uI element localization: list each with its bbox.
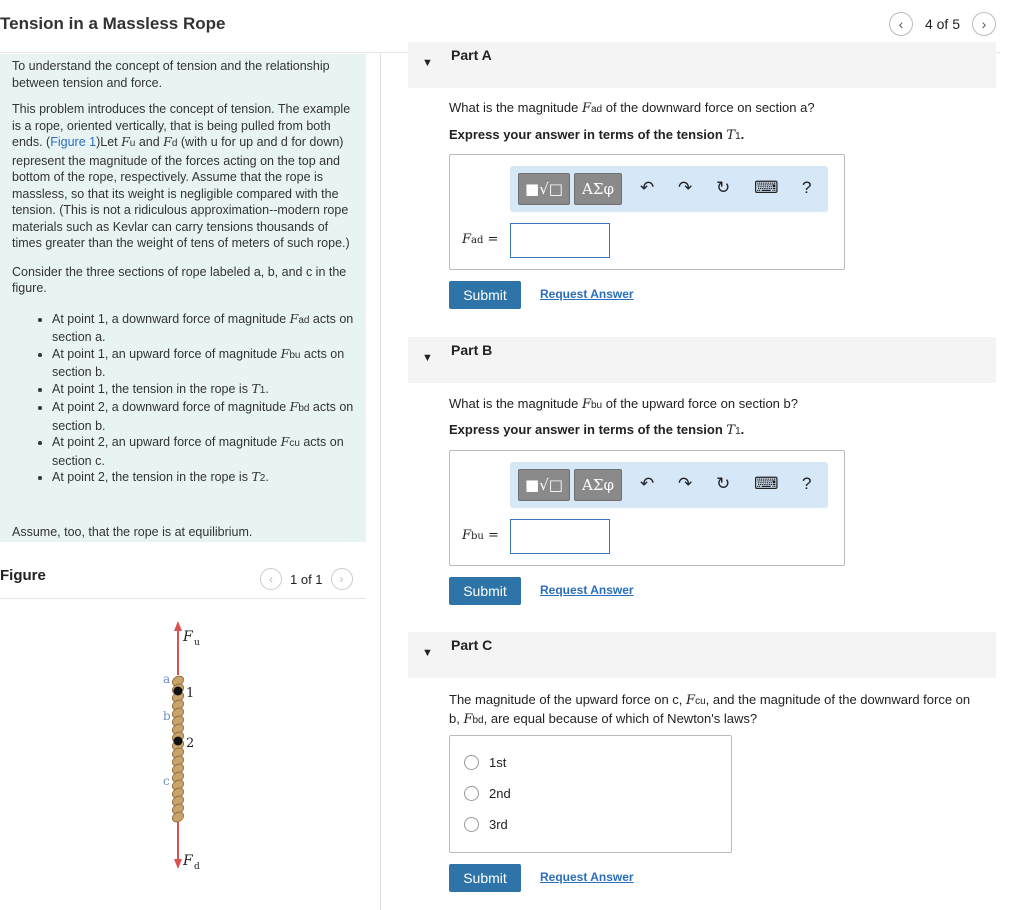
part-c-question: The magnitude of the upward force on c, Fcu, and the magnitude of the downward force on b, Fbd, are equal because of which of Newton's laws? bbox=[449, 692, 971, 727]
answer-input[interactable] bbox=[510, 519, 610, 554]
list-item: • At point 1, a downward force of magnitude Fad acts on section a. bbox=[52, 311, 354, 346]
part-b-request-answer-link[interactable]: Request Answer bbox=[540, 583, 634, 597]
top-arrowhead bbox=[174, 621, 182, 631]
part-a-instruction: Express your answer in terms of the tension T1. bbox=[449, 127, 745, 143]
undo-icon[interactable]: ↶ bbox=[640, 178, 655, 197]
rope-figure bbox=[150, 615, 230, 875]
part-c-header[interactable] bbox=[408, 632, 996, 678]
part-b-answer-box bbox=[449, 450, 845, 566]
part-c-options bbox=[449, 735, 732, 853]
section-b-label: b bbox=[163, 709, 171, 723]
part-a-request-answer-link[interactable]: Request Answer bbox=[540, 287, 634, 301]
templates-button[interactable]: ■√□ bbox=[518, 469, 570, 501]
chevron-left-icon[interactable]: ‹ bbox=[260, 568, 282, 590]
section-a-label: a bbox=[163, 672, 171, 686]
part-a-header[interactable] bbox=[408, 42, 996, 88]
list-item: • At point 2, a downward force of magnitude Fbd acts on section b. bbox=[52, 399, 354, 434]
reset-icon[interactable]: ↻ bbox=[716, 474, 731, 493]
part-b-question: What is the magnitude Fbu of the upward force on section b? bbox=[449, 396, 798, 412]
answer-input[interactable] bbox=[510, 223, 610, 258]
problem-pager bbox=[889, 12, 996, 36]
keyboard-icon[interactable]: ⌨ bbox=[754, 178, 779, 197]
radio-button[interactable] bbox=[464, 817, 479, 832]
intro-sections: Consider the three sections of rope labeled a, b, and c in the figure. bbox=[12, 264, 347, 295]
help-icon[interactable]: ? bbox=[802, 474, 812, 493]
intro-objective: To understand the concept of tension and the relationship between tension and force. bbox=[12, 59, 330, 90]
intro-assume: Assume, too, that the rope is at equilibrium. bbox=[12, 525, 253, 539]
part-c-request-answer-link[interactable]: Request Answer bbox=[540, 870, 634, 884]
section-c-label: c bbox=[163, 774, 170, 788]
chevron-right-icon[interactable]: › bbox=[331, 568, 353, 590]
symbols-button[interactable]: ΑΣφ bbox=[574, 469, 622, 501]
figure-link[interactable]: Figure 1 bbox=[50, 135, 97, 149]
point-2-label: 2 bbox=[186, 736, 195, 751]
radio-button[interactable] bbox=[464, 786, 479, 801]
list-item: • At point 2, an upward force of magnitude Fcu acts on section c. bbox=[52, 434, 354, 469]
figure-pager bbox=[260, 568, 353, 590]
keyboard-icon[interactable]: ⌨ bbox=[754, 474, 779, 493]
figure-divider bbox=[0, 598, 366, 599]
chevron-right-icon[interactable]: › bbox=[972, 12, 996, 36]
point-2-marker bbox=[174, 737, 183, 746]
force-list bbox=[52, 311, 354, 488]
figure-label: Figure bbox=[0, 567, 46, 584]
intro-description: This problem introduces the concept of tension. The example is a rope, oriented vertically, that is being pulled from both ends. (Figure 1)Let Fu and Fd (with u for up and d for down) represent the magnitude of the forces acting on the top and bottom of the rope, respectively. Assume that the rope is massless, so that its weight is negligible compared with the tension. (This is not a ridiculous approximation--modern rope materials such as Kevlar can carry tensions thousands of times greater than the weight of tens of meters of such rope.) bbox=[12, 102, 351, 250]
page-title: Tension in a Massless Rope bbox=[0, 14, 226, 33]
pager-text: 4 of 5 bbox=[924, 16, 960, 32]
option-1st[interactable]: 1st bbox=[464, 755, 506, 770]
list-item: • At point 1, the tension in the rope is T1. bbox=[52, 381, 354, 400]
part-a-answer-box bbox=[449, 154, 845, 270]
column-divider bbox=[380, 54, 381, 910]
bottom-arrowhead bbox=[174, 859, 182, 869]
list-item: • At point 1, an upward force of magnitude Fbu acts on section b. bbox=[52, 346, 354, 381]
part-a-submit-button[interactable]: Submit bbox=[449, 281, 521, 309]
option-3rd[interactable]: 3rd bbox=[464, 817, 508, 832]
bottom-force-label: F bbox=[183, 853, 193, 869]
list-item: • At point 2, the tension in the rope is T2. bbox=[52, 469, 354, 488]
point-1-label: 1 bbox=[186, 686, 195, 701]
chevron-left-icon[interactable]: ‹ bbox=[889, 12, 913, 36]
part-b-submit-button[interactable]: Submit bbox=[449, 577, 521, 605]
caret-down-icon[interactable]: ▼ bbox=[422, 352, 433, 364]
bottom-force-sub: d bbox=[194, 862, 200, 872]
help-icon[interactable]: ? bbox=[802, 178, 812, 197]
undo-icon[interactable]: ↶ bbox=[640, 474, 655, 493]
answer-label: Fad = bbox=[462, 232, 499, 247]
part-b-instruction: Express your answer in terms of the tension T1. bbox=[449, 422, 745, 438]
part-c-submit-button[interactable]: Submit bbox=[449, 864, 521, 892]
reset-icon[interactable]: ↻ bbox=[716, 178, 731, 197]
part-b-header[interactable] bbox=[408, 337, 996, 383]
redo-icon[interactable]: ↷ bbox=[678, 178, 693, 197]
rope bbox=[171, 674, 186, 824]
top-force-label: F bbox=[183, 629, 193, 645]
radio-button[interactable] bbox=[464, 755, 479, 770]
math-toolbar bbox=[510, 166, 828, 212]
part-a-question: What is the magnitude Fad of the downward force on section a? bbox=[449, 100, 815, 116]
part-a-title: Part A bbox=[451, 47, 492, 63]
intro-panel bbox=[0, 54, 366, 542]
redo-icon[interactable]: ↷ bbox=[678, 474, 693, 493]
symbols-button[interactable]: ΑΣφ bbox=[574, 173, 622, 205]
point-1-marker bbox=[174, 687, 183, 696]
caret-down-icon[interactable]: ▼ bbox=[422, 57, 433, 69]
templates-button[interactable]: ■√□ bbox=[518, 173, 570, 205]
answer-label: Fbu = bbox=[462, 528, 499, 543]
math-toolbar bbox=[510, 462, 828, 508]
option-2nd[interactable]: 2nd bbox=[464, 786, 511, 801]
top-force-sub: u bbox=[194, 638, 200, 648]
part-b-title: Part B bbox=[451, 342, 493, 358]
part-c-title: Part C bbox=[451, 637, 493, 653]
caret-down-icon[interactable]: ▼ bbox=[422, 647, 433, 659]
figure-pager-text: 1 of 1 bbox=[290, 571, 323, 587]
